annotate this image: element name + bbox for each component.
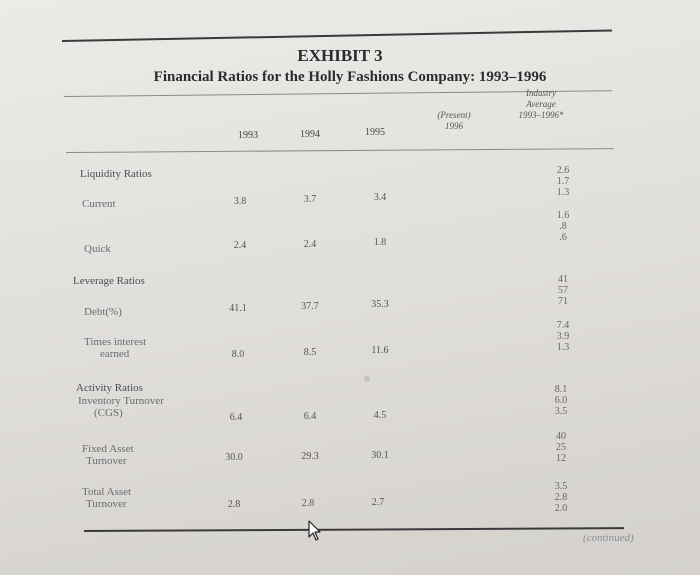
industry-total-3: 2.0 [554, 503, 568, 514]
industry-inventory-2: 6.0 [554, 395, 568, 406]
times-interest-label: Times interest [84, 336, 147, 348]
industry-fixed-3: 12 [556, 453, 566, 464]
industry-current [548, 165, 578, 198]
exhibit-title: EXHIBIT 3 [297, 46, 383, 65]
tie-1993: 8.0 [231, 349, 245, 360]
cgs-label: (CGS) [94, 407, 123, 419]
industry-current-3: 1.3 [556, 187, 570, 198]
debt-1993: 41.1 [229, 303, 247, 314]
tie-1994: 8.5 [303, 347, 317, 358]
industry-fixed-1: 40 [556, 431, 566, 442]
bottom-rule [84, 527, 624, 531]
inventory-turnover-label: Inventory Turnover [78, 395, 164, 407]
industry-tie-2: 3.9 [556, 331, 570, 342]
total-turnover-label: Turnover [86, 498, 127, 510]
total-1993: 2.8 [227, 499, 241, 510]
column-header-1996 [428, 110, 480, 132]
industry-total-1: 3.5 [554, 481, 568, 492]
inventory-1995: 4.5 [373, 410, 387, 421]
industry-inventory-3: 3.5 [554, 406, 568, 417]
current-1993: 3.8 [233, 196, 247, 207]
industry-tie [548, 320, 578, 353]
debt-1995: 35.3 [371, 299, 389, 310]
industry-debt [548, 274, 578, 307]
industry-current-2: 1.7 [556, 176, 570, 187]
fixed-1993: 30.0 [225, 452, 243, 463]
quick-1993: 2.4 [233, 240, 247, 251]
column-header-1993: 1993 [238, 130, 258, 141]
industry-tie-1: 7.4 [556, 320, 570, 331]
industry-quick [548, 210, 578, 243]
quick-1995: 1.8 [373, 237, 387, 248]
total-1994: 2.8 [301, 498, 315, 509]
current-1995: 3.4 [373, 192, 387, 203]
industry-tie-3: 1.3 [556, 342, 570, 353]
industry-inventory-1: 8.1 [554, 384, 568, 395]
row-label-quick: Quick [84, 243, 111, 255]
industry-total-2: 2.8 [554, 492, 568, 503]
industry-label: Industry [526, 88, 556, 98]
industry-fixed-2: 25 [556, 442, 566, 453]
industry-quick-2: .8 [559, 221, 567, 232]
section-liquidity-ratios: Liquidity Ratios [80, 168, 152, 180]
column-header-industry-average [506, 88, 576, 121]
top-rule [62, 29, 612, 42]
tie-1995: 11.6 [371, 345, 389, 356]
industry-total [546, 481, 576, 514]
column-header-1994: 1994 [300, 129, 320, 140]
inventory-1993: 6.4 [229, 412, 243, 423]
quick-1994: 2.4 [303, 239, 317, 250]
exhibit-subtitle: Financial Ratios for the Holly Fashions Company: 1993–1996 [153, 69, 547, 85]
column-header-1995: 1995 [365, 127, 385, 138]
year-1996-label: 1996 [445, 121, 463, 131]
row-label-fixed-asset-turnover [82, 443, 134, 467]
current-1994: 3.7 [303, 194, 317, 205]
fixed-1994: 29.3 [301, 451, 319, 462]
row-label-current: Current [82, 198, 116, 210]
industry-quick-1: 1.6 [556, 210, 570, 221]
row-label-inventory-turnover [78, 395, 164, 419]
industry-years-label: 1993–1996* [518, 110, 564, 120]
industry-debt-3: 71 [558, 296, 568, 307]
row-label-total-asset-turnover [82, 486, 131, 510]
page-mark [364, 376, 370, 382]
industry-debt-1: 41 [558, 274, 568, 285]
industry-current-1: 2.6 [556, 165, 570, 176]
inventory-1994: 6.4 [303, 411, 317, 422]
row-label-debt: Debt(%) [84, 306, 122, 318]
total-asset-label: Total Asset [82, 486, 132, 498]
column-header-rule [66, 148, 614, 153]
total-1995: 2.7 [371, 497, 385, 508]
average-label: Average [526, 99, 556, 109]
fixed-asset-label: Fixed Asset [82, 443, 134, 455]
section-activity-ratios: Activity Ratios [76, 382, 143, 394]
section-leverage-ratios: Leverage Ratios [73, 275, 145, 287]
industry-inventory [546, 384, 576, 417]
present-label: (Present) [437, 110, 471, 120]
continued-note: (continued) [583, 532, 634, 544]
debt-1994: 37.7 [301, 301, 319, 312]
industry-fixed [546, 431, 576, 464]
industry-debt-2: 57 [558, 285, 568, 296]
earned-label: earned [100, 348, 130, 360]
fixed-1995: 30.1 [371, 450, 389, 461]
fixed-turnover-label: Turnover [86, 455, 127, 467]
mouse-pointer-icon [308, 520, 324, 547]
row-label-times-interest-earned [84, 336, 146, 360]
industry-quick-3: .6 [559, 232, 567, 243]
